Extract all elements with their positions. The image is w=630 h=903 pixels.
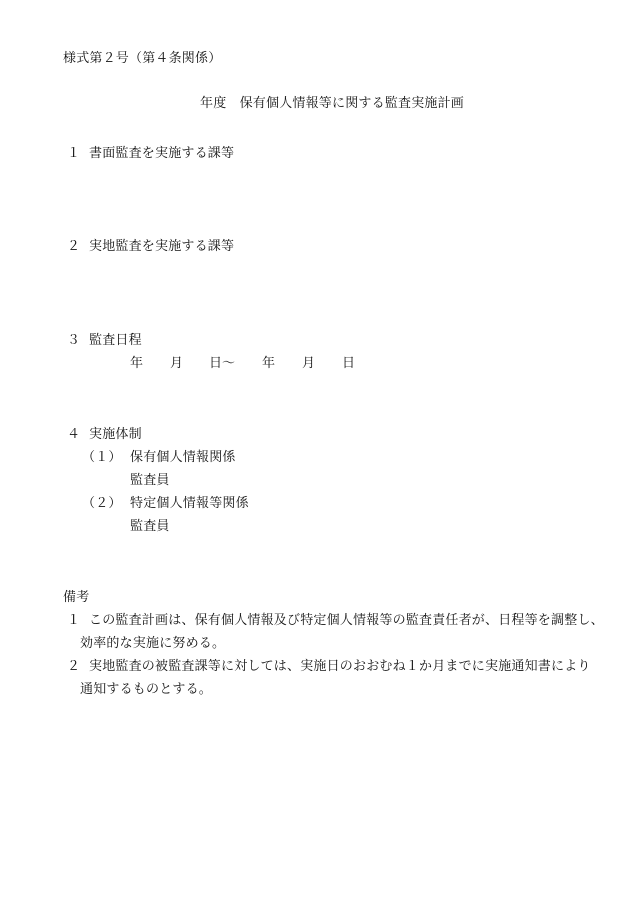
structure-item-1: [82, 451, 236, 464]
note-1: [67, 614, 604, 627]
section-4-heading: [67, 428, 142, 441]
structure-item-2-number: （２）: [82, 496, 122, 511]
structure-item-1-role: 監査員: [130, 473, 170, 488]
schedule-end-month: 月: [302, 356, 316, 371]
note-1-number: １: [67, 613, 81, 628]
note-1-line-2: 効率的な実施に努める。: [80, 636, 226, 651]
schedule-start-month: 月: [170, 356, 184, 371]
section-4-number: ４: [67, 427, 81, 442]
section-3-label: 監査日程: [89, 333, 142, 348]
schedule-end-day: 日: [342, 356, 356, 371]
structure-item-1-label: 保有個人情報関係: [130, 450, 236, 465]
note-2-number: ２: [67, 659, 81, 674]
audit-schedule-row: [0, 357, 630, 373]
note-2-line-1: 実地監査の被監査課等に対しては、実施日のおおむね１か月までに実施通知書により: [89, 659, 591, 674]
schedule-start-day: 日～: [209, 356, 236, 371]
section-1-label: 書面監査を実施する課等: [89, 146, 235, 161]
notes-heading: 備考: [63, 590, 90, 605]
section-2-heading: [67, 240, 234, 253]
document-title: 年度 保有個人情報等に関する監査実施計画: [200, 96, 465, 111]
schedule-end-year: 年: [262, 356, 276, 371]
structure-item-1-number: （１）: [82, 450, 122, 465]
section-1-heading: [67, 147, 234, 160]
structure-item-2: [82, 497, 249, 510]
section-2-label: 実地監査を実施する課等: [89, 239, 235, 254]
section-3-heading: [67, 334, 142, 347]
section-2-number: ２: [67, 239, 81, 254]
section-4-label: 実施体制: [89, 427, 142, 442]
section-3-number: ３: [67, 333, 81, 348]
structure-item-2-role: 監査員: [130, 519, 170, 534]
section-1-number: １: [67, 146, 81, 161]
form-number: 様式第２号（第４条関係）: [63, 51, 222, 66]
note-2-line-2: 通知するものとする。: [80, 682, 213, 697]
schedule-start-year: 年: [130, 356, 144, 371]
structure-item-2-label: 特定個人情報等関係: [130, 496, 249, 511]
note-2: [67, 660, 591, 673]
note-1-line-1: この監査計画は、保有個人情報及び特定個人情報等の監査責任者が、日程等を調整し、: [89, 613, 604, 628]
